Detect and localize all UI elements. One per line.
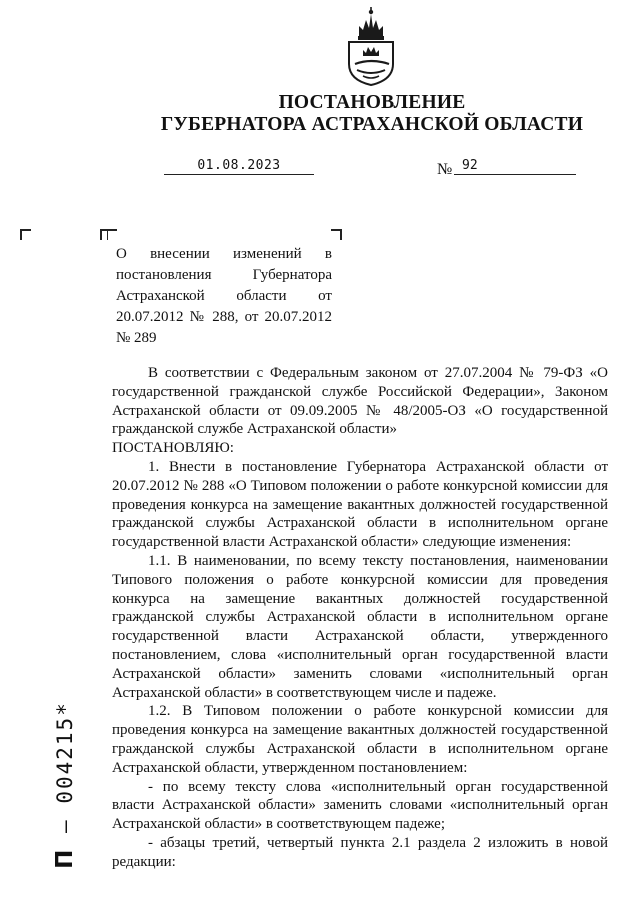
astrakhan-coat-of-arms-icon	[343, 6, 399, 86]
corner-mark-left	[20, 229, 31, 240]
corner-mark-subject-left-inner	[107, 229, 117, 240]
corner-mark-subject-right	[331, 229, 342, 240]
document-body	[112, 364, 608, 872]
serial-prefix: П	[52, 847, 78, 869]
serial-number: – 004215	[53, 715, 77, 833]
clause-1-2-item-2: - абзацы третий, четвертый пункта 2.1 раздела 2 изложить в новой редакции:	[112, 834, 608, 870]
decree-word: ПОСТАНОВЛЯЮ:	[112, 440, 234, 457]
document-number-label: №	[437, 161, 453, 178]
preamble-paragraph: В соответствии с Федеральным законом от 27.07.2004 № 79-ФЗ «О государственной гражданской службе Российской Федерации», Законом Астраханской области от 09.09.2005 № 48/2005-ОЗ «О государственной гражданской службе Астраханской области»	[112, 365, 608, 438]
document-subject: О внесении изменений в постановления Губернатора Астраханской области от 20.07.2012 № 288, от 20.07.2012 № 289	[116, 246, 332, 346]
issuing-authority-title: ГУБЕРНАТОРА АСТРАХАНСКОЙ ОБЛАСТИ	[160, 114, 584, 135]
document-type-title: ПОСТАНОВЛЕНИЕ	[278, 92, 466, 113]
document-date: 01.08.2023	[164, 158, 314, 175]
clause-1-1: 1.1. В наименовании, по всему тексту постановления, наименовании Типового положения о работе конкурсной комиссии для проведения конкурса на замещение вакантных должностей государственной гражданской службы Астраханской области в исполнительном органе государственной власти Астраханской области, утвержденного постановлением, слова «исполнительный орган государственной власти Астраханской области» заменить словами «исполнительный орган Астраханской области» в соответствующем числе и падеже.	[112, 552, 608, 701]
serial-mark: *	[53, 701, 77, 716]
clause-1: 1. Внести в постановление Губернатора Астраханской области от 20.07.2012 № 288 «О Типовом положении о работе конкурсной комиссии для проведения конкурса на замещение вакантных должностей государственной гражданской службы Астраханской области в исполнительном органе государственной власти Астраханской области» следующие изменения:	[112, 458, 608, 551]
clause-1-2-item-1: - по всему тексту слова «исполнительный орган государственной власти Астраханской области» заменить словами «исполнительный орган Астраханской области» в соответствующем падеже;	[112, 778, 608, 833]
document-number: 92	[454, 158, 576, 175]
clause-1-2: 1.2. В Типовом положении о работе конкурсной комиссии для проведения конкурса на замещение вакантных должностей государственной гражданской службы Астраханской области в исполнительном органе Астраханской области, утвержденном постановлением:	[112, 703, 608, 776]
form-serial-number	[45, 695, 85, 875]
